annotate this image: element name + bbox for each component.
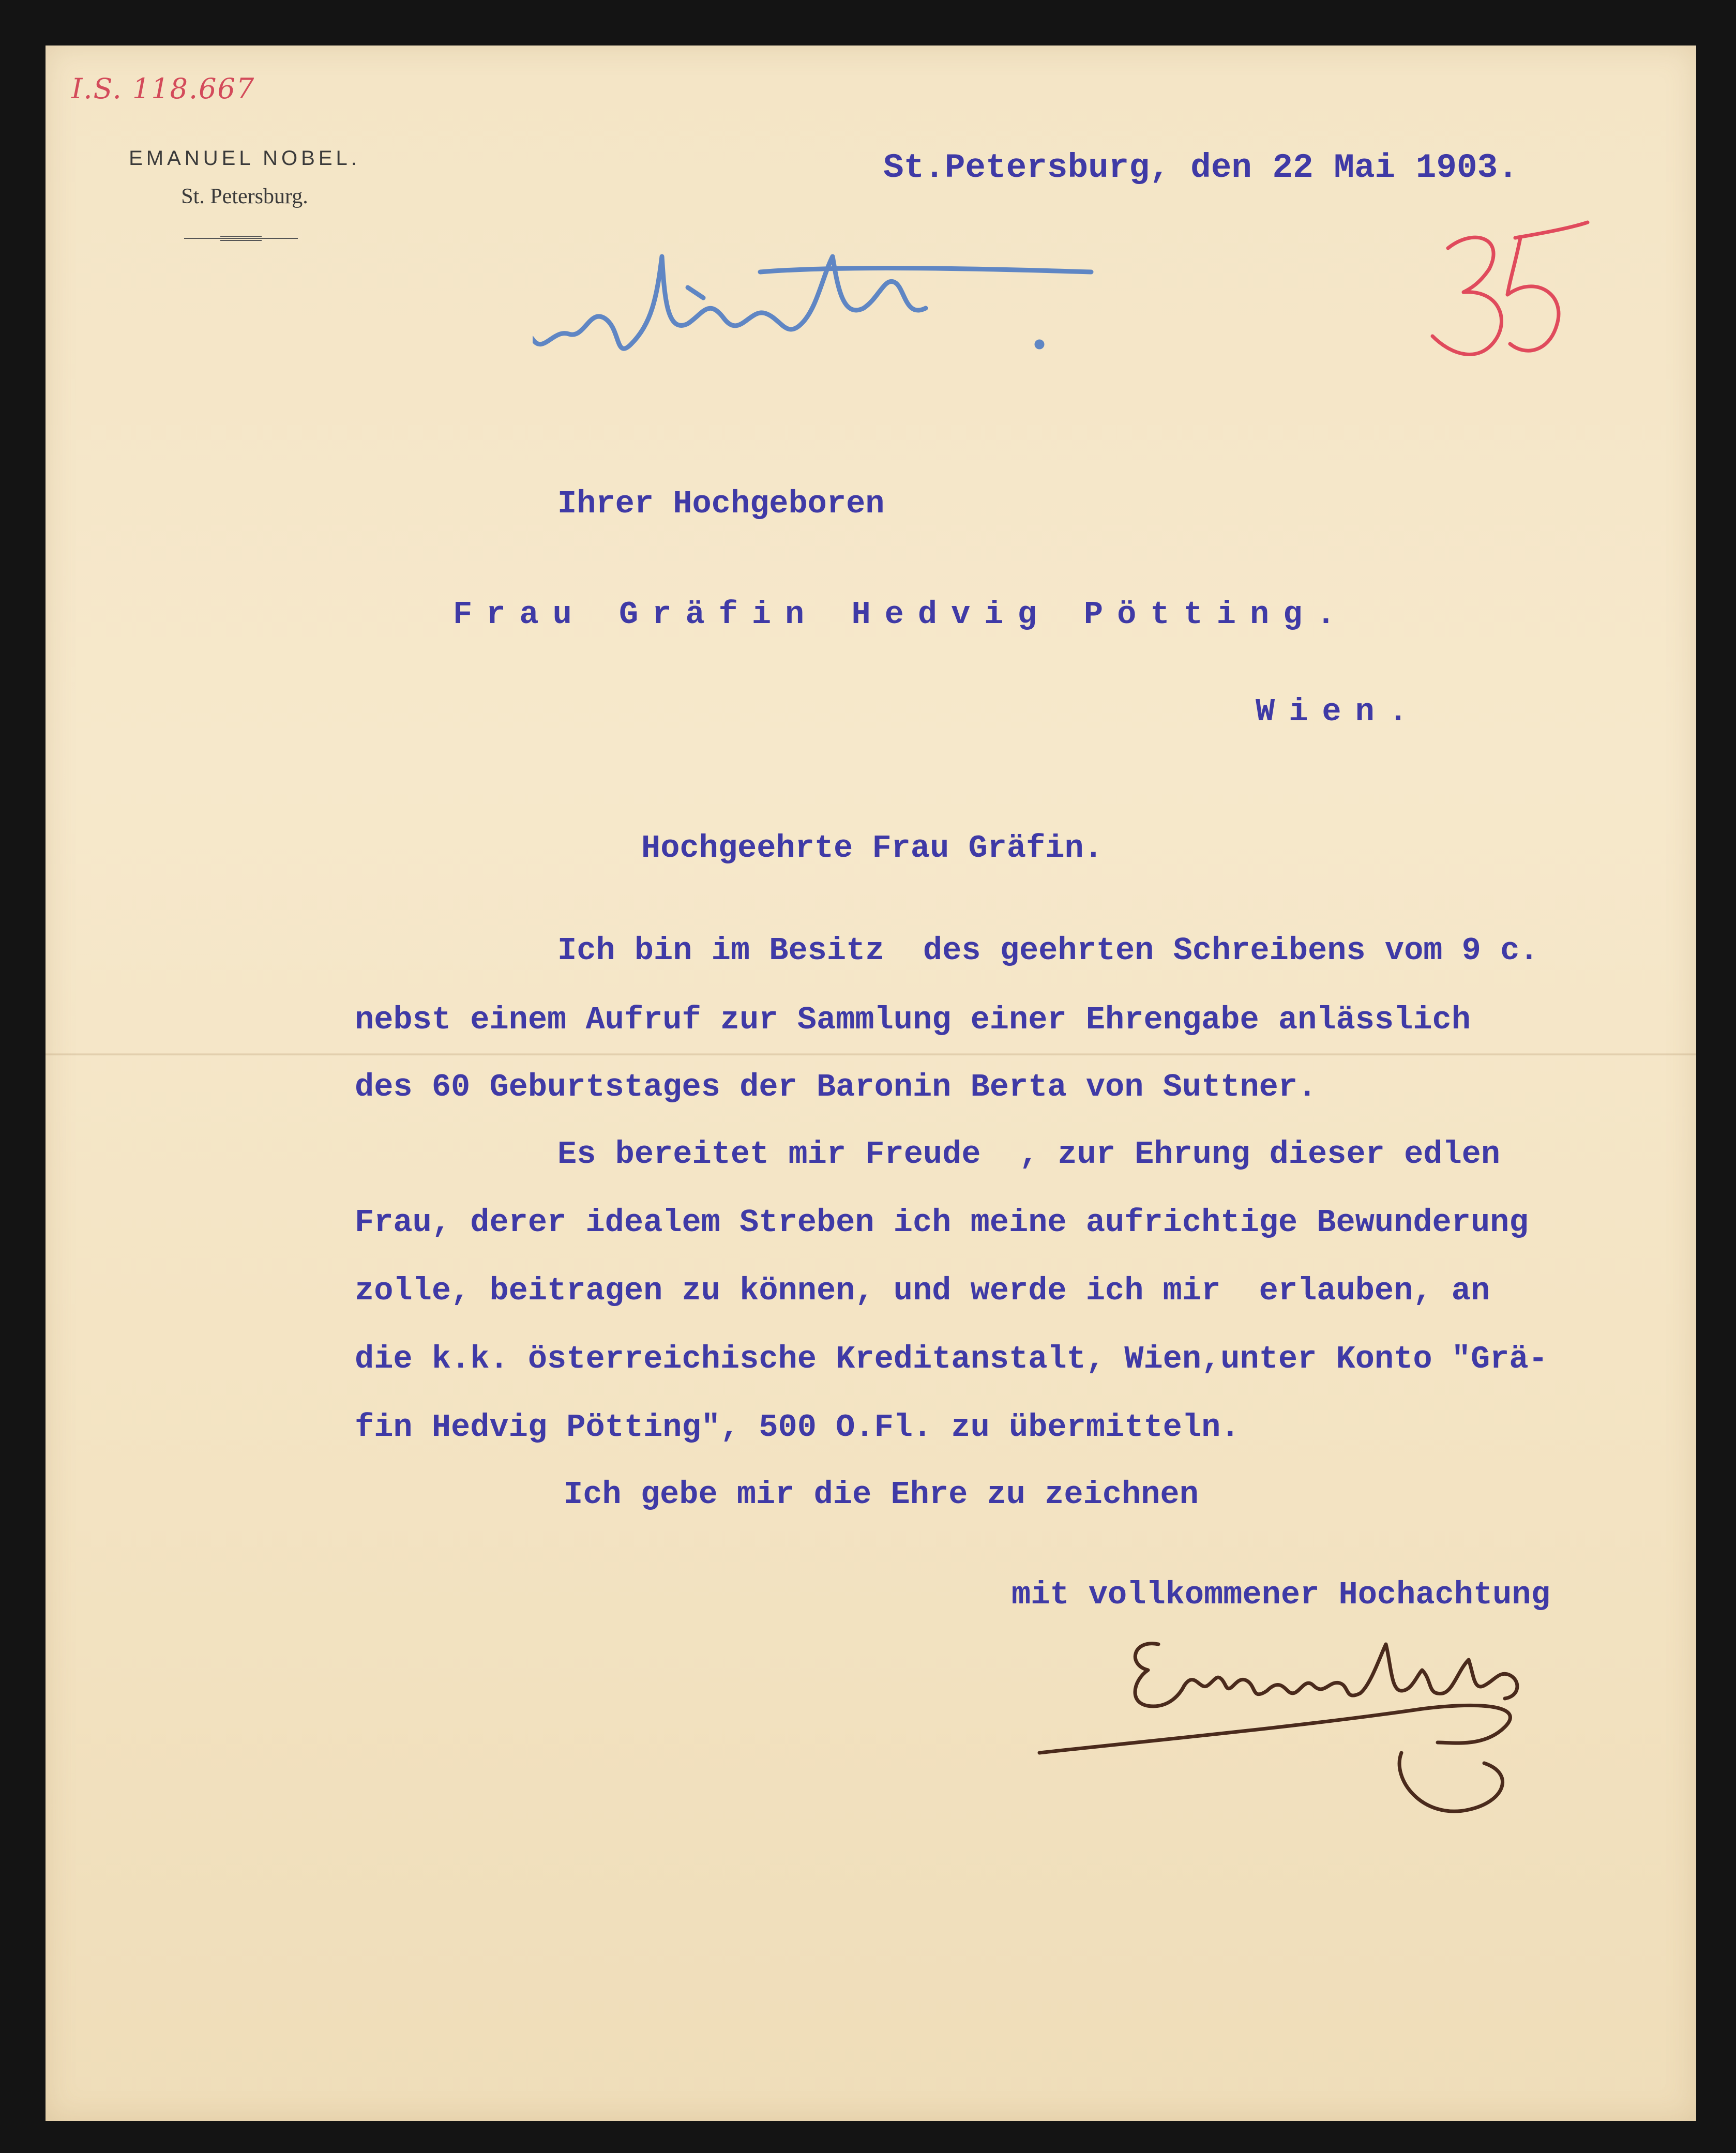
letterhead-name: EMANUEL NOBEL. xyxy=(129,147,360,170)
body-line-1: Ich bin im Besitz des geehrten Schreibens vom 9 c. xyxy=(557,932,1539,969)
handwritten-signature xyxy=(1029,1624,1536,1841)
red-pencil-page-number xyxy=(1417,217,1603,372)
paper-fold-line xyxy=(46,1053,1696,1056)
body-line-9: Ich gebe mir die Ehre zu zeichnen xyxy=(564,1476,1199,1513)
body-line-5: Frau, derer idealem Streben ich meine aufrichtige Bewunderung xyxy=(355,1204,1529,1241)
letterhead-city: St. Petersburg. xyxy=(181,185,308,208)
body-line-7: die k.k. österreichische Kreditanstalt, Wien,unter Konto "Grä- xyxy=(355,1341,1548,1377)
archive-number: I.S. 118.667 xyxy=(71,72,255,105)
address-line-1: Ihrer Hochgeboren xyxy=(557,486,885,522)
body-line-6: zolle, beitragen zu können, und werde ich mir erlauben, an xyxy=(355,1272,1490,1309)
letter-greeting: Hochgeehrte Frau Gräfin. xyxy=(641,830,1103,867)
address-line-3: Wien. xyxy=(1256,693,1422,730)
letter-closing: mit vollkommener Hochachtung xyxy=(1012,1576,1550,1613)
letterhead-ornament-rule xyxy=(184,238,298,241)
body-line-2: nebst einem Aufruf zur Sammlung einer Ehrengabe anlässlich xyxy=(355,1002,1471,1038)
body-line-3: des 60 Geburtstages der Baronin Berta von Suttner. xyxy=(355,1069,1317,1105)
address-line-2: Frau Gräfin Hedvig Pötting. xyxy=(453,596,1350,633)
body-line-8: fin Hedvig Pötting", 500 O.Fl. zu übermitteln. xyxy=(355,1409,1240,1446)
letter-date: St.Petersburg, den 22 Mai 1903. xyxy=(883,148,1518,187)
body-line-4: Es bereitet mir Freude , zur Ehrung dieser edlen xyxy=(557,1136,1501,1173)
pencil-annotation-scribble xyxy=(533,101,1101,401)
